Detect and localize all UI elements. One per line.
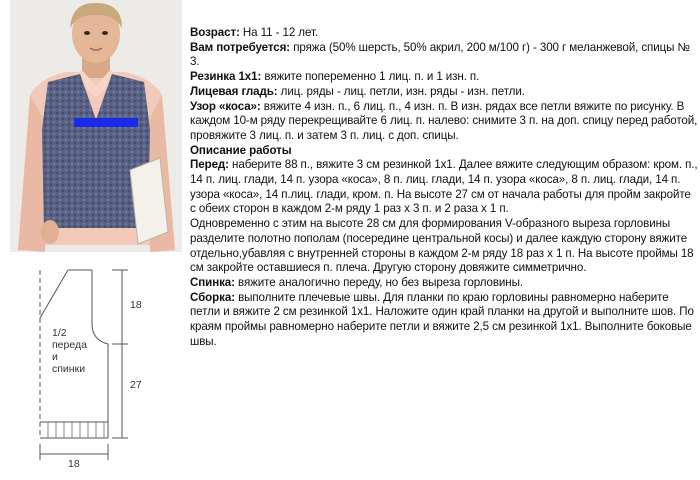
cable-label: Узор «коса»: (190, 99, 261, 113)
armhole-height-label: 18 (130, 299, 142, 311)
age-label: Возраст: (190, 26, 240, 39)
front-continued-line: Одновременно с этим на высоте 28 см для формирования V-образного выреза горловины разделите полотно пополам (посередине центральной косы) и далее каждую сторону вяжите отдельно,убавляя с внутренней стороны в каждом 2-м ряду 18 раз x 1 п. На высоте проймы 18 см закройте оставшиеся п. плеча. Другую сторону довяжите симметрично. (190, 217, 694, 275)
schematic-note-line-4: спинки (52, 363, 86, 375)
cable-value: вяжите 4 изн. п., 6 лиц. п., 4 изн. п. В изн. рядах все петли вяжите по рисунку. В каждом 10-м ряду перекрещивайте 6 лиц. п. налево: снимите 3 п. на доп. спицу перед работой, провяжите 3 лиц. п. и затем 3 п. лиц. с доп. спицы. (190, 99, 698, 142)
schematic-note-line-2: переда (52, 339, 87, 351)
work-heading-line (190, 144, 698, 159)
front-label: Перед: (190, 158, 229, 172)
schematic-note-line-3: и (52, 351, 58, 363)
knitting-instructions (190, 26, 698, 349)
boy-vest-illustration (10, 0, 182, 252)
age-value: На 11 - 12 лет. (239, 26, 318, 39)
vest-schematic (0, 262, 180, 475)
back-value: вяжите аналогично переду, но без выреза горловины. (234, 275, 523, 289)
assembly-label: Сборка: (190, 290, 235, 304)
cable-line (190, 100, 698, 144)
materials-label: Вам потребуется: (190, 40, 291, 54)
front-value: наберите 88 п., вяжите 3 см резинкой 1x1. Далее вяжите следующим образом: кром. п., 14 п. лиц. глади, 14 п. узора «коса», 8 п. лиц. глади, 14 п. узора «коса», 8 п. лиц. глади, 14 п. узора «коса», 14 п.лиц. глади, кром. п. На высоте 27 см от начала работы для пройм закройте с обеих сторон в каждом 2-м ряду 1 раз x 3 п. и 2 раза x 1 п. (190, 158, 698, 216)
rib-label: Резинка 1x1: (190, 70, 262, 84)
half-width-label: 18 (68, 458, 80, 470)
materials-value: пряжа (50% шерсть, 50% акрил, 200 м/100 г) - 300 г меланжевой, спицы № 3. (190, 40, 690, 69)
schematic-drawing (0, 262, 180, 475)
age-line (190, 26, 698, 41)
stockinette-label: Лицевая гладь: (190, 84, 278, 98)
assembly-line (190, 291, 698, 350)
work-heading: Описание работы (190, 143, 292, 157)
stockinette-value: лиц. ряды - лиц. петли, изн. ряды - изн. петли. (277, 84, 525, 98)
schematic-note-line-1: 1/2 (52, 327, 67, 339)
rib-line (190, 70, 698, 85)
front-line (190, 158, 698, 217)
photo-boy-in-knitted-vest (10, 0, 182, 252)
materials-line (190, 41, 698, 70)
rib-value: вяжите попеременно 1 лиц. п. и 1 изн. п. (261, 70, 480, 84)
stockinette-line (190, 85, 698, 100)
body-height-label: 27 (130, 379, 142, 391)
assembly-value: выполните плечевые швы. Для планки по краю горловины равномерно наберите петли и вяжите 2 см резинкой 1x1. Наложите один край планки на другой и выполните шов. По краям проймы равномерно наберите петли и вяжите 2,5 см резинкой 1x1. Выполните боковые швы. (190, 290, 694, 348)
back-label: Спинка: (190, 275, 235, 289)
back-line (190, 276, 698, 291)
